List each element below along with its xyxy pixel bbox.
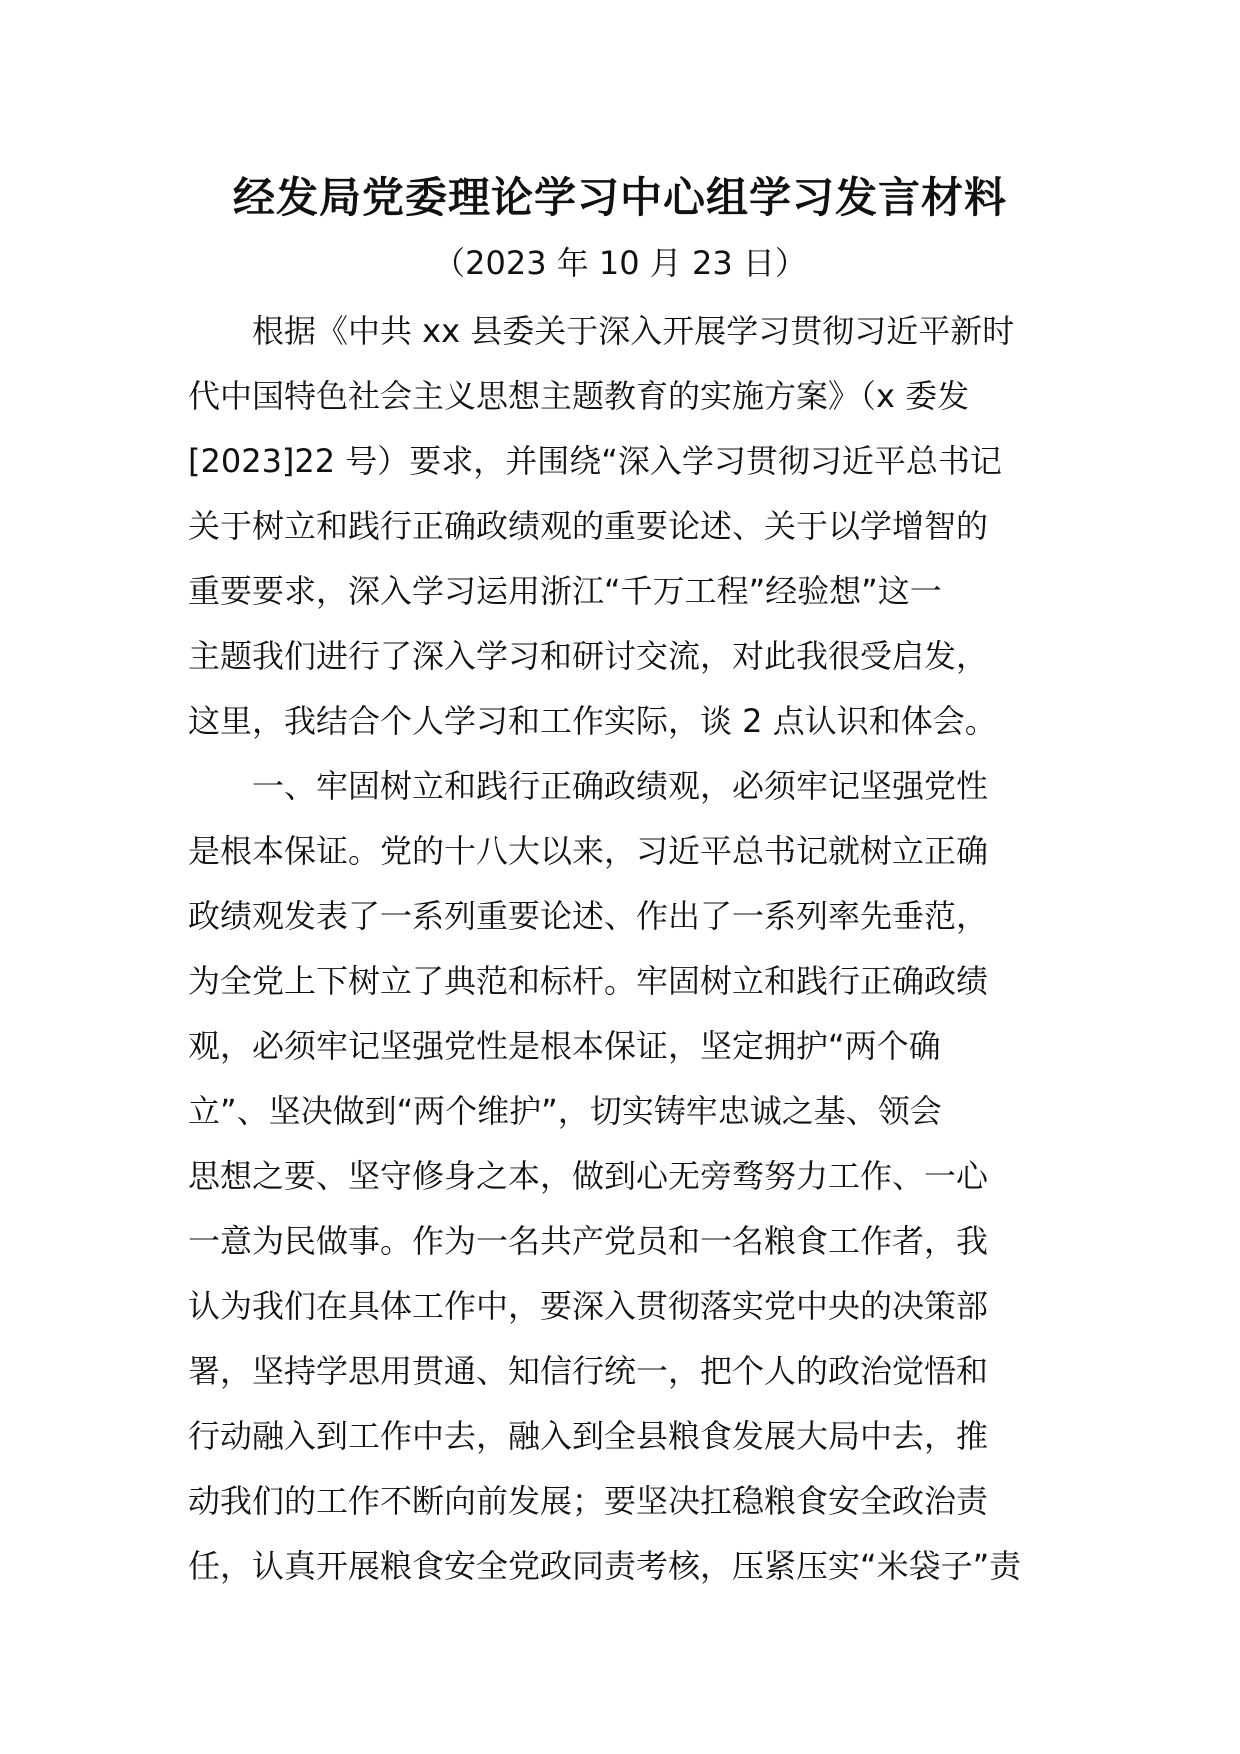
document-body xyxy=(188,299,1068,1599)
text-line: 根据《中共 xx 县委关于深入开展学习贯彻习近平新时 xyxy=(188,312,1015,350)
text-line: 主题我们进行了深入学习和研讨交流，对此我很受启发， xyxy=(188,637,989,675)
text-line: 思想之要、坚守修身之本，做到心无旁骛努力工作、一心 xyxy=(188,1157,989,1195)
text-line: 为全党上下树立了典范和标杆。牢固树立和践行正确政绩 xyxy=(188,962,989,1000)
text-line: 认为我们在具体工作中，要深入贯彻落实党中央的决策部 xyxy=(188,1287,989,1325)
text-line: [2023]22 号）要求，并围绕“深入学习贯彻习近平总书记 xyxy=(188,442,1002,480)
text-line: 署，坚持学思用贯通、知信行统一，把个人的政治觉悟和 xyxy=(188,1352,989,1390)
text-line: 立”、坚决做到“两个维护”，切实铸牢忠诚之基、领会 xyxy=(188,1092,942,1130)
text-line: 动我们的工作不断向前发展；要坚决扛稳粮食安全政治责 xyxy=(188,1482,989,1520)
document-title: 经发局党委理论学习中心组学习发言材料 xyxy=(232,173,1007,222)
text-line: 是根本保证。党的十八大以来，习近平总书记就树立正确 xyxy=(188,832,989,870)
text-line: 观，必须牢记坚强党性是根本保证，坚定拥护“两个确 xyxy=(188,1027,941,1065)
document-date: （2023 年 10 月 23 日） xyxy=(433,244,807,282)
text-line: 一、牢固树立和践行正确政绩观，必须牢记坚强党性 xyxy=(188,767,989,805)
text-line: 行动融入到工作中去，融入到全县粮食发展大局中去，推 xyxy=(188,1417,989,1455)
text-line: 任，认真开展粮食安全党政同责考核，压紧压实“米袋子”责 xyxy=(188,1547,1022,1585)
text-line: 一意为民做事。作为一名共产党员和一名粮食工作者，我 xyxy=(188,1222,989,1260)
text-line: 代中国特色社会主义思想主题教育的实施方案》（x 委发 xyxy=(188,377,970,415)
text-line: 政绩观发表了一系列重要论述、作出了一系列率先垂范， xyxy=(188,897,989,935)
text-line: 重要要求，深入学习运用浙江“千万工程”经验想”这一 xyxy=(188,572,942,610)
text-line: 关于树立和践行正确政绩观的重要论述、关于以学增智的 xyxy=(188,507,989,545)
text-line: 这里，我结合个人学习和工作实际，谈 2 点认识和体会。 xyxy=(188,702,997,740)
